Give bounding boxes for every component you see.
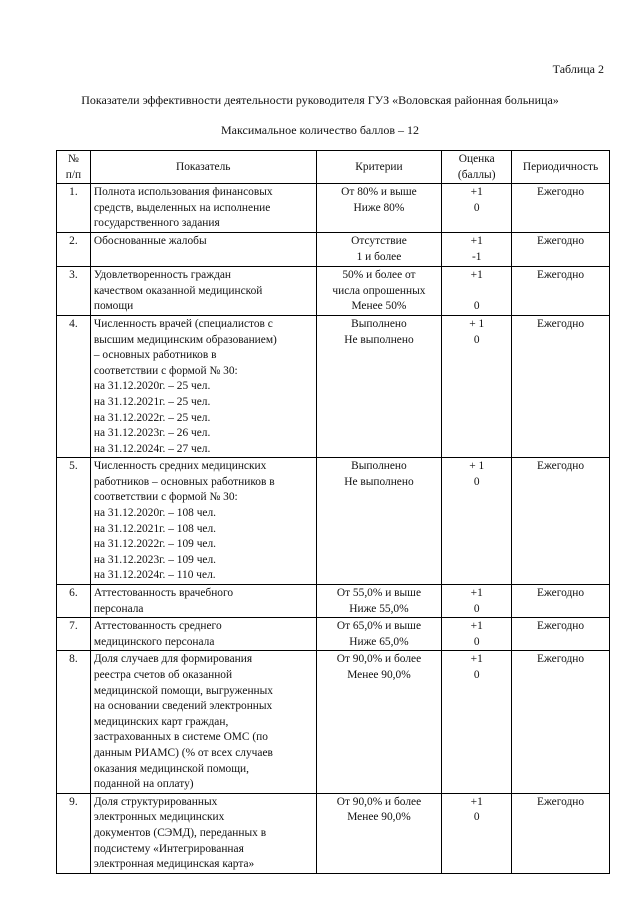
period-cell: Ежегодно	[512, 793, 610, 873]
score-line: +1	[470, 186, 483, 199]
row-number: 9.	[57, 793, 91, 873]
period-cell: Ежегодно	[512, 458, 610, 585]
indicator-line: качеством оказанной медицинской	[93, 284, 263, 297]
indicator-line: на 31.12.2020г. – 25 чел.	[93, 380, 211, 393]
header-period: Периодичность	[512, 151, 610, 184]
criteria-line: Не выполнено	[344, 475, 414, 488]
indicator-line: Доля структурированных	[93, 795, 218, 808]
indicator-line: Численность средних медицинских	[93, 460, 267, 473]
score-line: +1	[470, 269, 483, 282]
indicator-line: на 31.12.2022г. – 25 чел.	[93, 411, 211, 424]
criteria-cell	[316, 267, 442, 316]
score-cell	[442, 315, 512, 457]
row-number: 8.	[57, 651, 91, 793]
indicator-line: на 31.12.2023г. – 109 чел.	[93, 553, 217, 566]
indicator-line: электронных медицинских	[93, 811, 225, 824]
period-cell: Ежегодно	[512, 651, 610, 793]
indicator-line: на 31.12.2020г. – 108 чел.	[93, 507, 217, 520]
score-cell	[442, 618, 512, 651]
period-cell: Ежегодно	[512, 232, 610, 266]
period-cell: Ежегодно	[512, 315, 610, 457]
table-row	[57, 458, 610, 585]
criteria-line: 1 и более	[356, 250, 402, 263]
indicator-line: медицинских карт граждан,	[93, 715, 229, 728]
table-label: Таблица 2	[552, 62, 604, 76]
indicator-line: электронная медицинская карта»	[93, 858, 255, 871]
table-row	[57, 315, 610, 457]
criteria-line: Ниже 80%	[353, 201, 405, 214]
indicator-line: Аттестованность врачебного	[93, 587, 234, 600]
indicator-cell	[90, 585, 316, 618]
indicator-line: государственного задания	[93, 217, 220, 230]
criteria-line: 50% и более от	[342, 269, 416, 282]
indicator-line: на 31.12.2023г. – 26 чел.	[93, 427, 211, 440]
score-line: +1	[470, 653, 483, 666]
header-score-line: Оценка	[458, 153, 495, 165]
period-cell: Ежегодно	[512, 267, 610, 316]
row-number: 4.	[57, 315, 91, 457]
indicator-line: помощи	[93, 300, 134, 313]
criteria-cell	[316, 651, 442, 793]
criteria-line: Выполнено	[351, 317, 407, 330]
indicator-line: поданной на оплату)	[93, 778, 194, 791]
score-line: 0	[473, 602, 480, 615]
period-cell: Ежегодно	[512, 618, 610, 651]
indicator-line: на 31.12.2021г. – 25 чел.	[93, 395, 211, 408]
score-cell	[442, 651, 512, 793]
score-line: 0	[473, 333, 480, 346]
row-number: 1.	[57, 184, 91, 233]
criteria-line: Менее 90,0%	[347, 811, 411, 824]
criteria-line: Не выполнено	[344, 333, 414, 346]
indicator-cell	[90, 267, 316, 316]
criteria-cell	[316, 793, 442, 873]
row-number: 5.	[57, 458, 91, 585]
criteria-line: Выполнено	[351, 460, 407, 473]
score-line: 0	[473, 300, 480, 313]
score-line: 0	[473, 811, 480, 824]
score-line: -1	[471, 250, 482, 263]
score-line: +1	[470, 587, 483, 600]
score-line: 0	[473, 475, 480, 488]
row-number: 3.	[57, 267, 91, 316]
indicator-line: подсистему «Интегрированная	[93, 842, 244, 855]
header-criteria: Критерии	[316, 151, 442, 184]
score-line: +1	[470, 234, 483, 247]
indicator-line: Обоснованные жалобы	[93, 234, 207, 247]
indicator-line: работников – основных работников в	[93, 475, 275, 488]
table-header-row	[57, 151, 610, 184]
criteria-line: От 55,0% и выше	[336, 587, 421, 600]
criteria-cell	[316, 315, 442, 457]
indicator-line: Аттестованность среднего	[93, 620, 222, 633]
indicator-cell	[90, 618, 316, 651]
header-num-line: №	[68, 153, 79, 165]
indicator-line: медицинской помощи, выгруженных	[93, 684, 273, 697]
indicator-cell	[90, 315, 316, 457]
indicator-line: на 31.12.2024г. – 27 чел.	[93, 442, 211, 455]
score-line: 0	[473, 669, 480, 681]
criteria-line: Ниже 65,0%	[349, 635, 409, 648]
indicator-line: высшим медицинским образованием)	[93, 333, 277, 346]
score-line: +1	[470, 795, 483, 808]
criteria-line: числа опрошенных	[332, 284, 426, 297]
criteria-line: Менее 90,0%	[347, 669, 411, 681]
score-line: 0	[473, 635, 480, 648]
score-cell	[442, 458, 512, 585]
indicator-line: Удовлетворенность граждан	[93, 269, 232, 282]
indicator-line: персонала	[93, 602, 144, 615]
header-score-line: (баллы)	[457, 168, 496, 181]
score-line: 0	[473, 201, 480, 214]
indicator-line: реестра счетов об оказанной	[93, 669, 233, 681]
score-line	[445, 284, 508, 300]
indicator-cell	[90, 184, 316, 233]
indicator-line: – основных работников в	[93, 349, 217, 362]
table-row	[57, 267, 610, 316]
score-cell	[442, 585, 512, 618]
score-line: + 1	[469, 317, 485, 330]
criteria-line: От 65,0% и выше	[336, 620, 421, 633]
row-number: 7.	[57, 618, 91, 651]
score-cell	[442, 232, 512, 266]
header-num-line: п/п	[65, 168, 82, 181]
period-cell: Ежегодно	[512, 585, 610, 618]
document-subtitle: Максимальное количество баллов – 12	[220, 123, 420, 137]
indicator-line: средств, выделенных на исполнение	[93, 201, 271, 214]
criteria-line: От 80% и выше	[341, 186, 417, 199]
indicator-line: медицинского персонала	[93, 635, 215, 648]
indicator-line: застрахованных в системе ОМС (по	[93, 731, 268, 744]
score-line: +1	[470, 620, 483, 633]
criteria-line: От 90,0% и более	[336, 653, 422, 666]
indicator-line: на основании сведений электронных	[93, 700, 273, 713]
indicator-cell	[90, 793, 316, 873]
score-cell	[442, 184, 512, 233]
criteria-cell	[316, 585, 442, 618]
table-row	[57, 184, 610, 233]
indicator-line: Численность врачей (специалистов с	[93, 317, 273, 330]
table-row	[57, 618, 610, 651]
criteria-line: От 90,0% и более	[336, 795, 422, 808]
indicator-cell	[90, 232, 316, 266]
criteria-cell	[316, 618, 442, 651]
indicator-line: оказания медицинской помощи,	[93, 762, 249, 775]
criteria-line: Отсутствие	[351, 234, 407, 247]
table-row	[57, 585, 610, 618]
table-row	[57, 232, 610, 266]
indicator-line: соответствии с формой № 30:	[93, 364, 238, 377]
header-num	[57, 151, 91, 184]
criteria-line: Ниже 55,0%	[349, 602, 409, 615]
criteria-cell	[316, 184, 442, 233]
score-line: + 1	[469, 460, 485, 473]
score-cell	[442, 267, 512, 316]
indicator-line: соответствии с формой № 30:	[93, 491, 238, 504]
indicator-line: данным РИАМС) (% от всех случаев	[93, 746, 273, 759]
header-indicator: Показатель	[90, 151, 316, 184]
indicator-cell	[90, 458, 316, 585]
table-body	[57, 184, 610, 874]
table-row	[57, 793, 610, 873]
header-score	[442, 151, 512, 184]
criteria-cell	[316, 232, 442, 266]
row-number: 6.	[57, 585, 91, 618]
indicators-table	[56, 150, 610, 874]
score-cell	[442, 793, 512, 873]
indicator-line: Доля случаев для формирования	[93, 653, 253, 666]
period-cell: Ежегодно	[512, 184, 610, 233]
table-row	[57, 651, 610, 793]
row-number: 2.	[57, 232, 91, 266]
criteria-cell	[316, 458, 442, 585]
indicator-line: на 31.12.2022г. – 109 чел.	[93, 538, 217, 551]
indicator-line: документов (СЭМД), переданных в	[93, 826, 267, 839]
indicator-line: на 31.12.2024г. – 110 чел.	[93, 569, 216, 582]
indicator-cell	[90, 651, 316, 793]
document-title: Показатели эффективности деятельности руководителя ГУЗ «Воловская районная больница»	[81, 93, 559, 107]
indicator-line: на 31.12.2021г. – 108 чел.	[93, 522, 217, 535]
indicator-line: Полнота использования финансовых	[93, 186, 273, 199]
criteria-line: Менее 50%	[351, 300, 407, 313]
